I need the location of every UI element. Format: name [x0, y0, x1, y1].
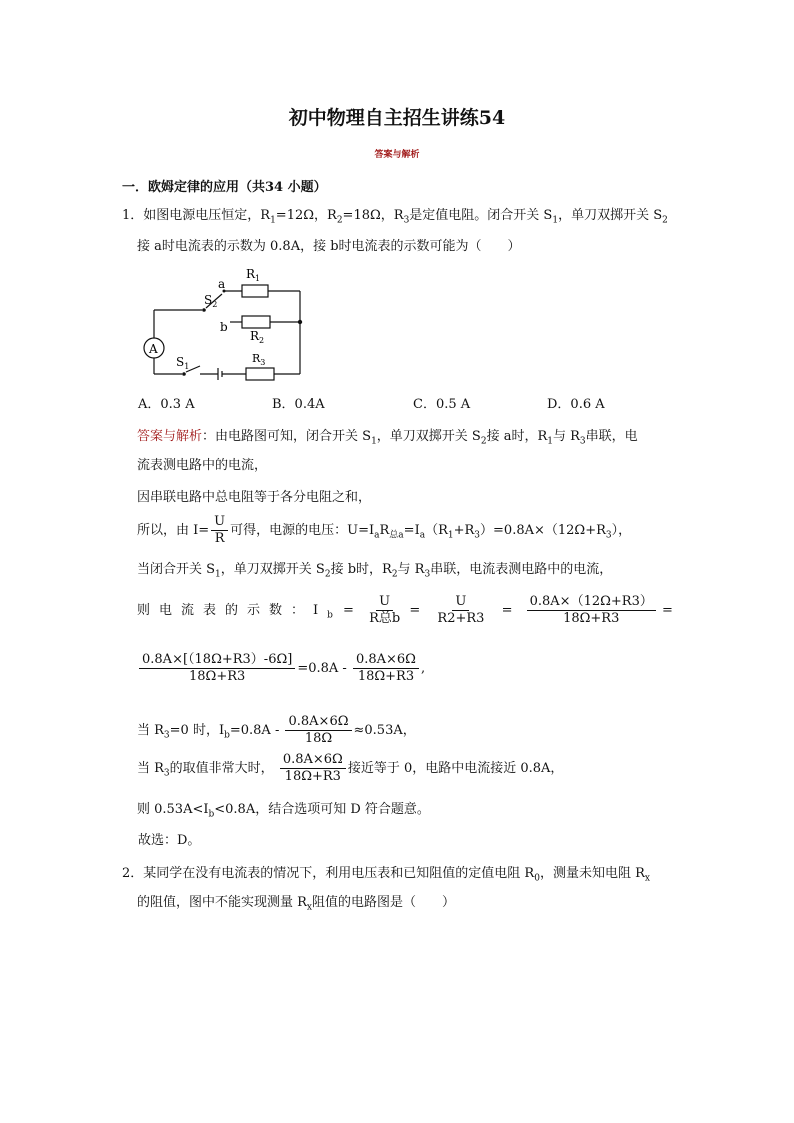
- option-a[interactable]: A．0.3 A: [138, 397, 195, 412]
- solution-line8: 当 $R_3=0$ 时，$I_b=0.8A$ - $\frac{0.8A\times 6\Omega}{18\Omega}$ ≈0.53A，: [137, 714, 416, 746]
- solution-line5: 当闭合开关 $S_1$，单刀双掷开关 $S_2$接 b时，$R_2$与 $R_3$串联，电流表测电路中的电流，: [137, 562, 613, 580]
- solution-line3: 因串联电路中总电阻等于各分电阻之和，: [137, 490, 372, 505]
- svg-text:S1: [176, 355, 189, 371]
- q1-stem-line2: 接 a时电流表的示数为 0.8A，接 b时电流表的示数可能为（ ）: [137, 239, 521, 254]
- r1-sub: 1: [255, 274, 261, 283]
- option-d[interactable]: D．0.6 A: [547, 397, 605, 412]
- option-b[interactable]: B．0.4A: [272, 397, 325, 412]
- solution-line4: 所以，由 I= $\frac{U}{R}$ 可得，电源的电压：$U=I_aR_{总a}=I_a(R_1+R_3)=0.8A\times(12\Omega+R_3)$，: [137, 514, 632, 546]
- r2-sub: 2: [259, 336, 265, 345]
- solution-line6: 则电流表的示数：$I_b$ = $\frac{U}{\text{R总b}}$ = $\frac{U}{R2+R3}$ = $\frac{0.8A\times(12\Omega+R3)}{18\Omega+R3}$ =: [137, 594, 673, 626]
- terminal-b-label: b: [220, 320, 228, 334]
- svg-text:R2: [250, 329, 264, 345]
- svg-text:R1: [246, 267, 260, 283]
- r3-sub: 3: [260, 358, 266, 367]
- s2-label: S: [204, 293, 213, 307]
- solution-line10: 则 $0.53A<I_b<0.8A$，结合选项可知 D 符合题意。: [137, 802, 430, 820]
- option-c[interactable]: C．0.5 A: [413, 397, 471, 412]
- s2-sub: 2: [212, 300, 218, 309]
- solution-answer: 故选：D。: [138, 833, 201, 848]
- svg-text:S2: [204, 293, 217, 309]
- r1-label: R: [246, 267, 256, 281]
- q1-stem-line1: 1．如图电源电压恒定，$R_1=12\Omega$，$R_2=18\Omega$，$R_3$是定值电阻。闭合开关 $S_1$，单刀双掷开关 $S_2$: [122, 208, 668, 226]
- solution-label: 答案与解析: [137, 429, 203, 444]
- solution-line1: 答案与解析：由电路图可知，闭合开关 $S_1$，单刀双掷开关 $S_2$接 a时，$R_1$与 $R_3$串联，电: [137, 429, 638, 447]
- s1-label: S: [176, 355, 185, 369]
- q2-stem-line2: 的阻值，图中不能实现测量 $R_x$阻值的电路图是（ ）: [137, 895, 456, 913]
- r2-label: R: [250, 329, 260, 343]
- q2-stem-line1: 2．某同学在没有电流表的情况下，利用电压表和已知阻值的定值电阻 $R_0$，测量未知电阻 $R_x$: [122, 866, 650, 884]
- section-heading: 一．欧姆定律的应用（共34 小题）: [122, 180, 327, 195]
- s1-sub: 1: [184, 362, 190, 371]
- r3-label: R: [252, 352, 261, 365]
- solution-line2: 流表测电路中的电流，: [137, 458, 268, 473]
- page-subtitle: 答案与解析: [374, 150, 420, 160]
- solution-line7: $\frac{0.8A\times[(18\Omega+R3)-6\Omega]}{18\Omega+R3}$ =0.8A - $\frac{0.8A\times 6\Omega}{18\Omega+R3}$ ,: [137, 652, 425, 685]
- page-title: 初中物理自主招生讲练54: [288, 107, 506, 129]
- q1-circuit-diagram: [134, 262, 314, 384]
- terminal-a-label: a: [218, 277, 226, 291]
- solution-line9: 当 $R_3$的取值非常大时， $\frac{0.8A\times 6\Omega}{18\Omega+R3}$ 接近等于 0，电路中电流接近 0.8A，: [137, 752, 564, 784]
- svg-text:R3: [252, 352, 265, 367]
- ammeter-label: A: [149, 342, 158, 356]
